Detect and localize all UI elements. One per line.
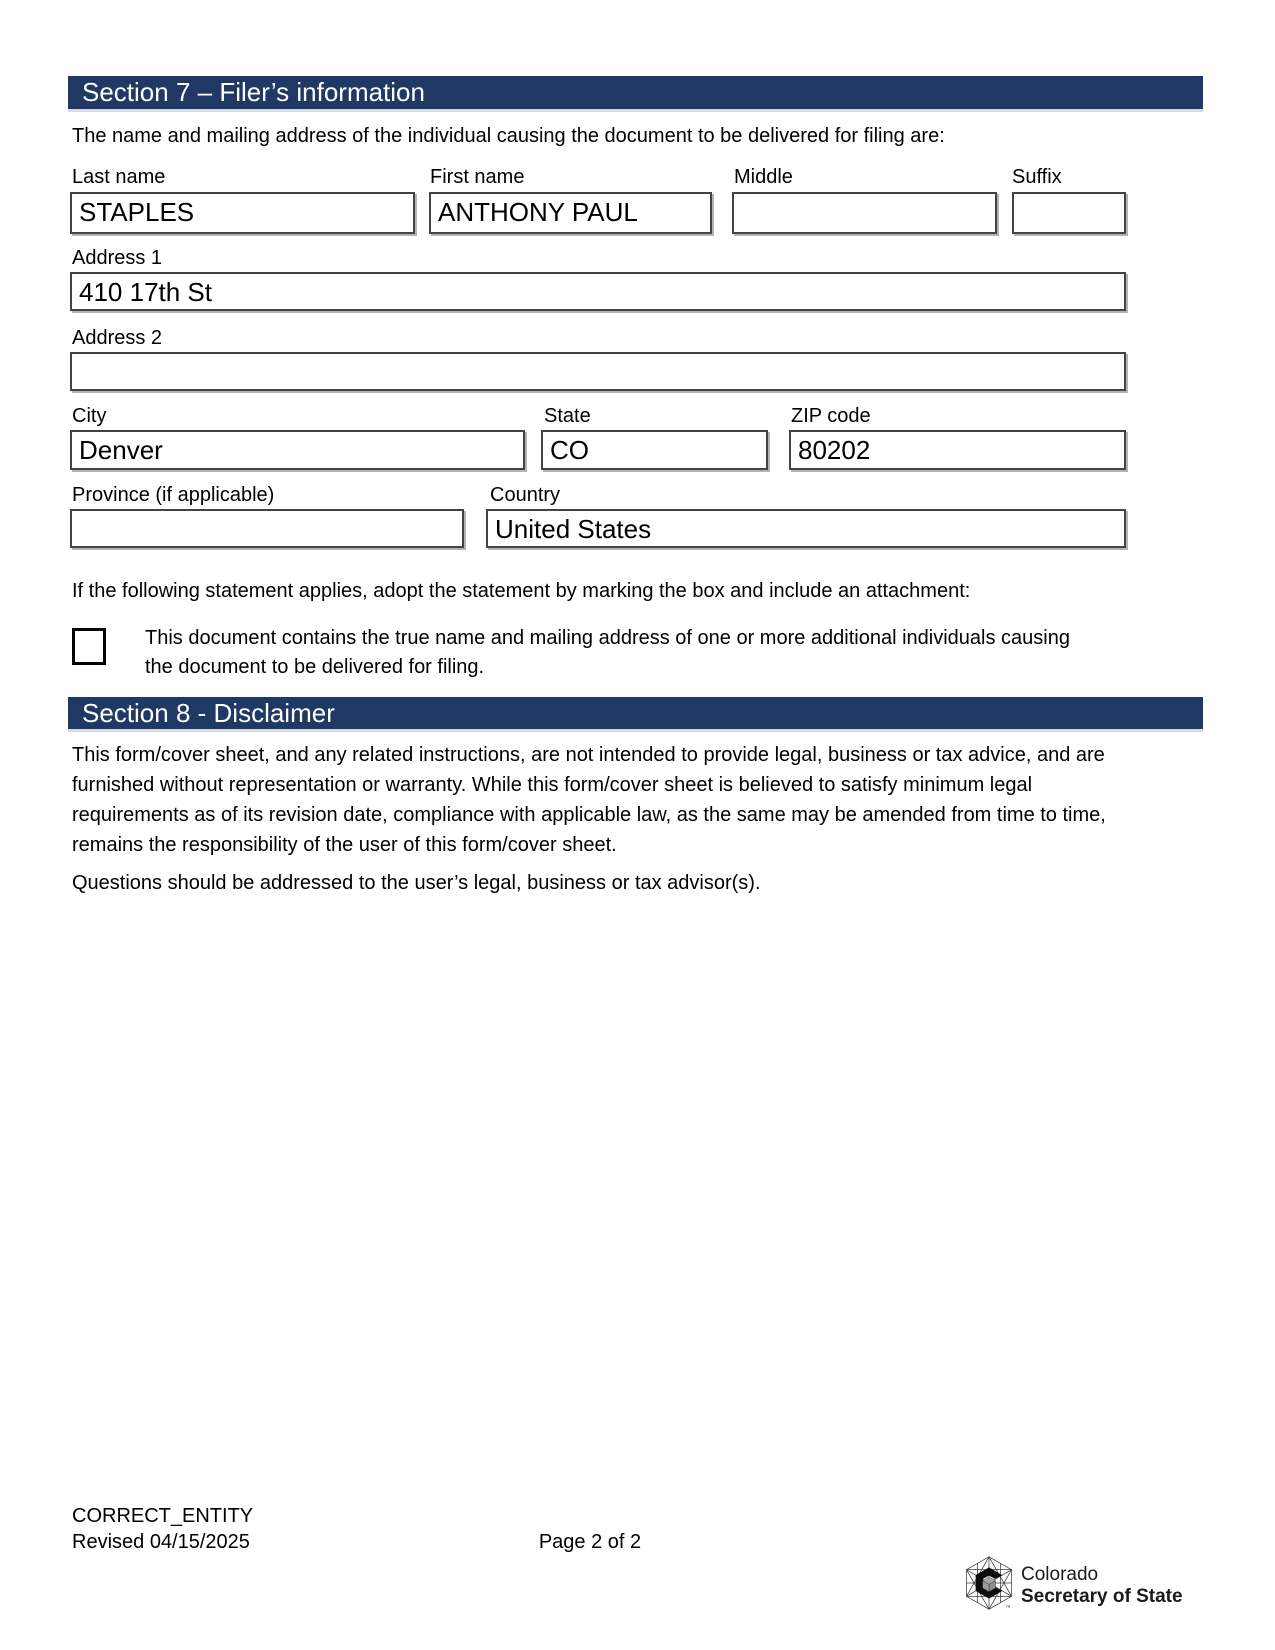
zip-field[interactable]: 80202 xyxy=(789,430,1126,470)
state-field[interactable]: CO xyxy=(541,430,768,470)
last-name-field[interactable]: STAPLES xyxy=(70,192,415,234)
logo-text-colorado: Colorado xyxy=(1021,1563,1099,1585)
address2-label: Address 2 xyxy=(72,327,163,349)
city-field[interactable]: Denver xyxy=(70,430,525,470)
footer-form-code: CORRECT_ENTITY xyxy=(72,1505,254,1527)
address2-field[interactable] xyxy=(70,352,1126,391)
zip-label: ZIP code xyxy=(791,405,871,427)
last-name-label: Last name xyxy=(72,166,166,188)
section7-intro: The name and mailing address of the individual causing the document to be delivered for filing are: xyxy=(72,125,945,147)
section7-header xyxy=(68,76,1203,109)
middle-label: Middle xyxy=(734,166,793,188)
logo-text-secretary: Secretary of State xyxy=(1021,1585,1183,1607)
country-field[interactable]: United States xyxy=(486,509,1126,548)
middle-field[interactable] xyxy=(732,192,997,234)
address1-label: Address 1 xyxy=(72,247,163,269)
address1-field[interactable]: 410 17th St xyxy=(70,272,1126,311)
suffix-label: Suffix xyxy=(1012,166,1062,188)
attachment-instruction: If the following statement applies, adopt the statement by marking the box and include an attachment: xyxy=(72,580,971,602)
colorado-sos-logo-icon xyxy=(966,1556,1012,1615)
section8-title: Section 8 - Disclaimer xyxy=(82,698,335,728)
suffix-field[interactable] xyxy=(1012,192,1126,234)
province-field[interactable] xyxy=(70,509,464,548)
province-label: Province (if applicable) xyxy=(72,484,275,506)
footer-revised-date: Revised 04/15/2025 xyxy=(72,1531,250,1553)
additional-individuals-checkbox[interactable] xyxy=(72,628,106,665)
footer-page-number: Page 2 of 2 xyxy=(538,1531,642,1553)
disclaimer-paragraph: This form/cover sheet, and any related instructions, are not intended to provide legal, business or tax advice, and are furnished without representation or warranty. While this form/cover sheet is believed to satisfy minimum legal requirements as of its revision date, compliance with applicable law, as the same may be amended from time to time, remains the responsibility of the user of this form/cover sheet. xyxy=(72,744,1106,856)
city-label: City xyxy=(72,405,107,427)
first-name-label: First name xyxy=(430,166,525,188)
svg-text:™: ™ xyxy=(1005,1604,1011,1610)
first-name-field[interactable]: ANTHONY PAUL xyxy=(429,192,712,234)
country-label: Country xyxy=(490,484,561,506)
state-label: State xyxy=(544,405,591,427)
section8-header xyxy=(68,697,1203,729)
colorado-sos-logo xyxy=(966,1556,1183,1615)
questions-line: Questions should be addressed to the user’s legal, business or tax advisor(s). xyxy=(72,872,761,894)
additional-individuals-checkbox-label: This document contains the true name and mailing address of one or more additional individuals causing the document to be delivered for filing. xyxy=(145,627,1070,678)
section7-title: Section 7 – Filer’s information xyxy=(82,77,425,107)
